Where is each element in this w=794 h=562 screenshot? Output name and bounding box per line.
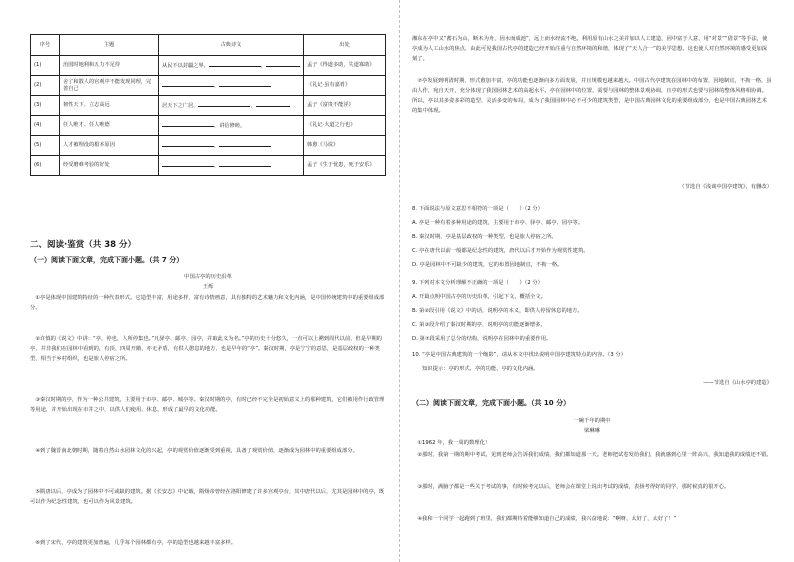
answer-blank[interactable] bbox=[219, 141, 271, 147]
q9-option-a[interactable]: A. 开篇点明中国古亭的历史沿革，引起下文，概括全文。 bbox=[412, 294, 547, 300]
answer-blank[interactable] bbox=[162, 121, 214, 127]
poem-text: ，讲信修睦。 bbox=[214, 123, 246, 130]
row-number: (5) bbox=[31, 136, 60, 156]
row-topic: 韧性天下、立志高远 bbox=[60, 96, 159, 116]
paragraph-1: ①亭是体现中国建筑特征的一种代表形式。它造型丰富，用途多样，富有诗情画意，具有独特的艺术魅力和文化内涵，是中国传统建筑中的重要组成部分。 bbox=[30, 295, 385, 311]
answer-blank[interactable] bbox=[219, 161, 271, 167]
question-9: 9. 下列对本文分析理解不正确的一项是（ ）（2 分） bbox=[412, 280, 543, 286]
part2-author: 梁琳琳 bbox=[584, 428, 600, 434]
q8-option-d[interactable]: D. 亭是园林中不可缺少的建筑，它的布置因地制宜，不拘一格。 bbox=[412, 262, 563, 268]
row-poem[interactable]: ， bbox=[159, 136, 304, 156]
row-topic: 任人唯才、任人唯德 bbox=[60, 116, 159, 136]
row-topic: 人才被埋没的根本原因 bbox=[60, 136, 159, 156]
answer-blank[interactable] bbox=[209, 61, 261, 67]
right-column bbox=[412, 0, 772, 562]
paragraph-2: ②许慎的《说文》中讲：“亭，停也，人所停集也。”凡驿亭、邮亭、园亭，并取此义为名。”亭的历史十分悠久，一直可以上溯到周代以前，但是早期的亭，并非我们在园林中看到的，有顶、四周开敞，亦无矛盾，有供人憩息的地方，也是早年的“亭”。秦汉时期，亭是宁宁的意思，是基层政权的一种类型，相当于乡村组织，也是旅人停宿之所。 bbox=[30, 336, 382, 362]
q8-option-b[interactable]: B. 秦汉时期，亭是基层政权的一种类型，也是旅人停宿之所。 bbox=[412, 234, 557, 240]
row-topic: 经受磨难考验的好处 bbox=[60, 156, 159, 176]
answer-blank[interactable] bbox=[162, 161, 214, 167]
q9-option-c[interactable]: C. 第③段介绍了秦汉时期的亭，说明亭的功能逐渐增多。 bbox=[412, 322, 546, 328]
table-row bbox=[31, 136, 386, 156]
poem-text: 居天下之广居， bbox=[162, 103, 199, 110]
col-header: 序号 bbox=[31, 35, 60, 56]
row-source: 《礼记·大道之行也》 bbox=[304, 116, 386, 136]
row-poem[interactable] bbox=[159, 116, 304, 136]
part2-paragraph-1: ①1962 年，我一周的数理化！ bbox=[417, 440, 491, 446]
row-number: (1) bbox=[31, 56, 60, 76]
table-header-row bbox=[31, 35, 386, 56]
part1-heading: （一）阅读下面文章，完成下面小题。（共 7 分） bbox=[30, 256, 184, 264]
part2-paragraph-2: ②那时，我第一期的期中考试，见到老师会告诉我们成绩，我们都知道那一天。老师把试卷发给我们，我就感到心里一阵高兴，我知道我的成绩还不错。 bbox=[417, 452, 772, 458]
paragraph-5: ⑤隋唐以后，亭成为了园林中不可或缺的建筑。据《长安志》中记载，隋炀帝曾经在洛阳修建了许多宫观亭台，其中唐代以后，尤其是园林中的亭，既可以作为纪念性建筑，也可以作为风景建筑。 bbox=[30, 489, 385, 505]
row-poem[interactable]: 从民不以封疆之界， ， bbox=[159, 56, 304, 76]
left-column bbox=[30, 0, 386, 562]
part2-title: 一碗千年的期中 bbox=[573, 418, 611, 424]
answer-blank[interactable] bbox=[198, 101, 250, 107]
q8-option-a[interactable]: A. 亭是一种有着多种用途的建筑，主要用于市亭、驿亭、邮亭、园亭等。 bbox=[412, 220, 584, 226]
paragraph-6: ⑥到了宋代，亭的建筑更加普遍，几乎每个园林都有亭，亭的造型也越来越丰富多样。 bbox=[35, 540, 237, 546]
question-8: 8. 下面说法与原文意思不相符的一项是（ ）（2 分） bbox=[412, 206, 543, 212]
table-row bbox=[31, 56, 386, 76]
table-row bbox=[31, 116, 386, 136]
table-row bbox=[31, 96, 386, 116]
continued-paragraph: 湘东在亭中又“蓄石为山，断木为舟，因水而成池”，远上而水经流不绝。利用原有山水之美并加以人工建造，因中富于人意，用“对景”“借景”等手法，使亭成为人工山水的焦点，由此可见我国古代亭的建造已经开始注重与自然环境的和谐，体现了“天人合一”的美学思想。这也使人对自然环境的感受更加深刻了。 bbox=[412, 36, 768, 62]
q9-option-b[interactable]: B. 第②段引用《说文》中的话，说明亭的本义，即供人停留休息的地方。 bbox=[412, 308, 583, 314]
section-title: 二、阅读·鉴赏（共 38 分） bbox=[30, 240, 136, 250]
row-poem[interactable]: 居天下之广居， ， bbox=[159, 96, 304, 116]
col-header: 出处 bbox=[304, 35, 386, 56]
table-row bbox=[31, 156, 386, 176]
row-topic: 治国时地利和五力不足待 bbox=[60, 56, 159, 76]
row-source: 孟子《生于忧患，死于安乐》 bbox=[304, 156, 386, 176]
q8-option-c[interactable]: C. 亭在唐代以前一般都是纪念性的建筑，唐代以后才开始作为观赏性建筑。 bbox=[412, 248, 589, 254]
answer-blank[interactable] bbox=[219, 81, 271, 87]
answer-blank[interactable] bbox=[266, 61, 300, 67]
question-10: 10. “亭是中国古典建筑的一个缩影”，请从本文中找出说明中国亭建筑特点的内容。（3 分） bbox=[412, 352, 626, 358]
row-poem[interactable]: ， bbox=[159, 76, 304, 96]
part2-heading: （二）阅读下面文章，完成下面小题。（共 10 分） bbox=[412, 399, 571, 407]
article-source: （节选自《浅谈中国亭建筑》，有删改） bbox=[679, 184, 772, 190]
row-number: (2) bbox=[31, 76, 60, 96]
row-source: 《礼记·虽有嘉肴》 bbox=[304, 76, 386, 96]
row-number: (4) bbox=[31, 116, 60, 136]
row-topic: 舍了和散人的官观中不能发现同理，完善自己 bbox=[60, 76, 159, 96]
row-poem[interactable]: ， bbox=[159, 156, 304, 176]
q10-source: ——节选自《山水亭的建造》 bbox=[703, 380, 772, 386]
part2-paragraph-4: ④我和一个同学一起跑到了班里，我们都期待着能够知道自己的成绩，我兴奋地说：“啊呀，太好了，太好了！” bbox=[417, 516, 677, 522]
answer-blank[interactable] bbox=[162, 81, 214, 87]
poem-text: 从民不以封疆之界， bbox=[162, 63, 209, 70]
row-source: 孟子《得道多助，失道寡助》 bbox=[304, 56, 386, 76]
q10-note: 知识提示：亭的形式、亭的功能、亭的文化内涵。 bbox=[422, 366, 539, 372]
col-header: 古典诗文 bbox=[159, 35, 304, 56]
column-divider bbox=[399, 0, 400, 562]
answer-blank[interactable] bbox=[256, 101, 290, 107]
row-number: (3) bbox=[31, 96, 60, 116]
part2-paragraph-3: ③那时，满脑子都是一些关于考试的事，有时候考完以后，老师会在课堂上说出考试的成绩，表扬考得好的同学，那时候真的很开心。 bbox=[417, 484, 730, 490]
paragraph-3: ③秦汉时期的亭，作为一种公共建筑，主要用于市亭、邮亭、城亭等。秦汉时期的亭，有时已经不完全是初始意义上的那种建筑，它们被用作行政管理等用途，并开始出现在市井之中，以供人们使用、休息，形成了最早的文化功能。 bbox=[30, 397, 385, 413]
article-title: 中国古亭的历史沿革 bbox=[184, 274, 232, 280]
answer-blank[interactable] bbox=[162, 141, 214, 147]
paragraph-4: ④到了魏晋南北朝时期，随着自然山水园林文化的兴起，亭的观赏价值逐渐受到重视，具备了观赏价值，逐渐成为园林中的重要组成部分。 bbox=[35, 448, 358, 454]
question-table bbox=[30, 34, 386, 176]
table-row bbox=[31, 76, 386, 96]
q9-option-d[interactable]: D. 第⑦段采用了总分的结构，说明亭在园林中的重要作用。 bbox=[412, 336, 552, 342]
article-author: 王烁 bbox=[202, 284, 214, 290]
row-source: 孟子《富贵不能淫》 bbox=[304, 96, 386, 116]
col-header: 主题 bbox=[60, 35, 159, 56]
row-number: (6) bbox=[31, 156, 60, 176]
paragraph-7: ⑦亭发展到明清时期，形式愈加丰富，亭的功能也逐渐向多方面发展，并且规模也越来越大。中国古代亭建筑在园林中的布置，因地制宜，不拘一格，虽由人作，宛自天开，充分体现了我国园林艺术的高超水平。亭在园林中的位置，需要与园林的整体景观协调，且亭的形式也要与园林的整体风格相协调。所以，亭以其多姿多彩的造型、灵活多变的布局，成为了我国园林中必不可少的建筑类型，是中国古典园林文化的重要组成部分，也是中国古典园林艺术的集中体现。 bbox=[412, 78, 772, 114]
row-source: 韩愈《马说》 bbox=[304, 136, 386, 156]
